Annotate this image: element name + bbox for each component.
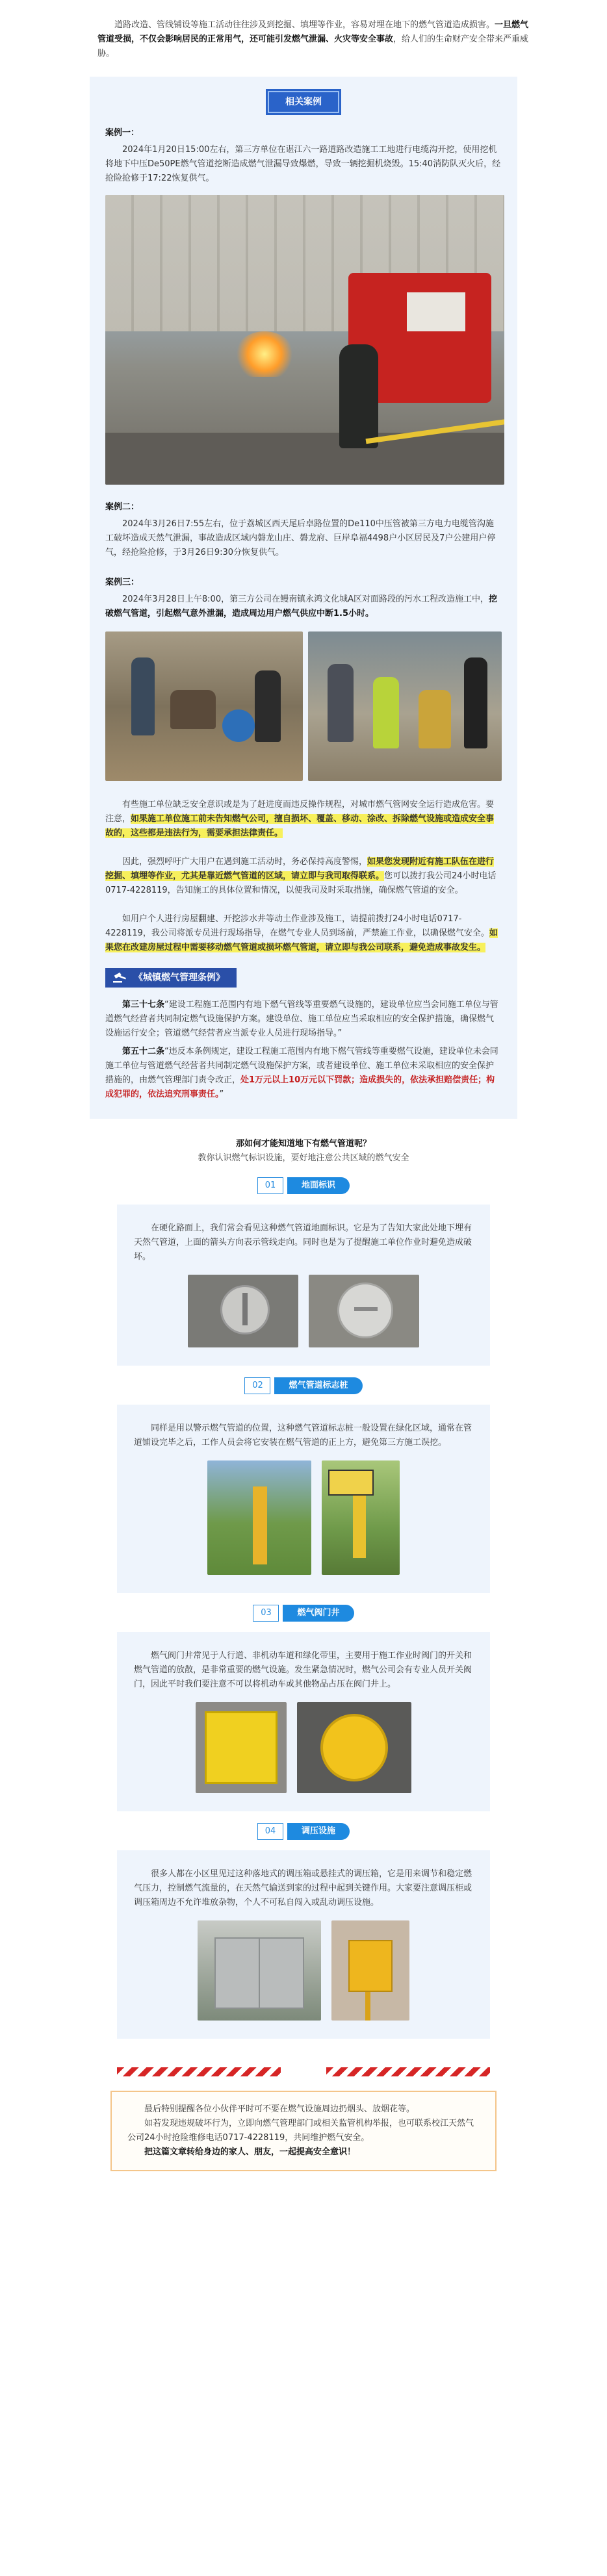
cases-panel bbox=[90, 77, 517, 1119]
final-paragraph-1: 最后特别提醒各位小伙伴平时可不要在燃气设施周边扔烟头、放烟花等。 bbox=[144, 2104, 415, 2114]
intro-text: 道路改造、管线铺设等施工活动往往涉及到挖掘、填埋等作业，容易对埋在地下的燃气管道造成损害。 bbox=[114, 20, 495, 30]
intro-highlight: 一旦燃气管道受损，不仅会影响居民的正常用气，还可能引发燃气泄漏、火灾等安全事故 bbox=[97, 20, 529, 44]
case3-photo-right bbox=[308, 631, 502, 781]
valve-well-photo-1 bbox=[196, 1702, 287, 1793]
ground-marker-photo-1 bbox=[188, 1275, 298, 1347]
step-1-images bbox=[134, 1275, 473, 1347]
step-2-images bbox=[134, 1460, 473, 1575]
intro-paragraph bbox=[0, 0, 607, 61]
step-1-number: 01 bbox=[257, 1177, 283, 1194]
marker-post-photo-1 bbox=[207, 1460, 311, 1575]
firefighter-image bbox=[339, 344, 378, 448]
regulator-box-photo bbox=[331, 1920, 409, 2021]
warning-highlight-2: 如果您发现附近有施工队伍在进行挖掘、填埋等作业，尤其是靠近燃气管道的区域，请立即与我司取得联系。 bbox=[105, 857, 495, 881]
case1-photo bbox=[105, 195, 504, 485]
step-1-card bbox=[117, 1205, 490, 1366]
step-2-card bbox=[117, 1405, 490, 1593]
fire-image bbox=[235, 331, 294, 377]
case3-highlight: 挖破燃气管道，引起燃气意外泄漏，造成周边用户燃气供应中断1.5小时。 bbox=[105, 594, 497, 618]
final-reminder-box bbox=[110, 2091, 497, 2171]
ground-marker-photo-2 bbox=[309, 1275, 419, 1347]
howto-subtitle: 教你认识燃气标识设施，要好地注意公共区域的燃气安全 bbox=[198, 1153, 409, 1163]
final-paragraph-3: 把这篇文章转给身边的家人、朋友，一起提高安全意识！ bbox=[144, 2147, 356, 2157]
step-3-number: 03 bbox=[253, 1605, 279, 1622]
step-4-card bbox=[117, 1850, 490, 2039]
case2-title: 案例二： bbox=[105, 502, 140, 512]
case3-photo-left bbox=[105, 631, 303, 781]
case1-body: 2024年1月20日15:00左右，第三方单位在谌江六一路道路改造施工工地进行电缆沟开挖，使用挖机将地下中压De50PE燃气管道挖断造成燃气泄漏导致爆燃，导致一辆挖掘机烧毁。15:40消防队灭火后，经抢险抢修于17:22恢复供气。 bbox=[105, 145, 501, 183]
step-2-text: 同样是用以警示燃气管道的位置，这种燃气管道标志桩一般设置在绿化区域，通常在管道铺设完毕之后，工作人员会将它安装在燃气管道的正上方，避免第三方施工误挖。 bbox=[134, 1423, 472, 1447]
step-1-label: 地面标识 bbox=[287, 1177, 350, 1194]
warning-paragraph-2: 因此，强烈呼吁广大用户在遇到施工活动时，务必保持高度警惕，如果您发现附近有施工队伍在进行挖掘、填埋等作业，尤其是靠近燃气管道的区域，请立即与我司取得联系。您可以拨打我公司24小时电话0717-4228119，告知施工的具体位置和情况，以便我司及时采取措施，确保燃气管道的安全。 bbox=[105, 857, 497, 895]
howto-section bbox=[0, 1137, 607, 1166]
step-3-images bbox=[134, 1702, 473, 1793]
law-penalty-highlight: 处1万元以上10万元以下罚款；造成损失的，依法承担赔偿责任；构成犯罪的，依法追究刑事责任。 bbox=[105, 1075, 495, 1099]
case3-body: 2024年3月28日上午8:00，第三方公司在鳗南镇永鸿文化城A区对面路段的污水工程改造施工中，挖破燃气管道，引起燃气意外泄漏，造成周边用户燃气供应中断1.5小时。 bbox=[105, 594, 497, 618]
step-4-header bbox=[0, 1823, 607, 1840]
warning-highlight-1: 如果施工单位施工前未告知燃气公司，擅自损坏、覆盖、移动、涂改、拆除燃气设施或造成安全事故的，这些都是违法行为，需要承担法律责任。 bbox=[105, 814, 495, 838]
step-3-text: 燃气阀门井常见于人行道、非机动车道和绿化带里，主要用于施工作业时阀门的开关和燃气管道的放散，是非常重要的燃气设施。发生紧急情况时，燃气公司会有专业人员开关阀门，因此平时我们要注意不可以将机动车或其他物品占压在阀门井上。 bbox=[134, 1651, 472, 1689]
warning-paragraph-1: 有些施工单位缺乏安全意识或是为了赶进度而违反操作规程，对城市燃气管网安全运行造成危害。要注意，如果施工单位施工前未告知燃气公司，擅自损坏、覆盖、移动、涂改、拆除燃气设施或造成安全事故的，这些都是违法行为，需要承担法律责任。 bbox=[105, 800, 495, 838]
law-article-37: 第三十七条“建设工程施工范围内有地下燃气管线等重要燃气设施的，建设单位应当会同施工单位与管道燃气经营者共同制定燃气设施保护方案。建设单位、施工单位应当采取相应的安全保护措施，确保燃气设施运行安全；管道燃气经营者应当派专业人员进行现场指导。” bbox=[105, 1000, 498, 1038]
regulator-cabinet-photo bbox=[198, 1920, 321, 2021]
case2-body: 2024年3月26日7:55左右，位于荔城区西天尾后卓路位置的De110中压管被第三方电力电缆管沟施工破坏造成天然气泄漏，事故造成区域内磐龙山庄、磐龙府、巨岸阜福4498户小区居民及7户公建用户停气，经抢险抢修，于3月26日9:30分恢复供气。 bbox=[105, 519, 496, 557]
law-title-tag: 《城镇燃气管理条例》 bbox=[105, 968, 237, 988]
case1-title: 案例一： bbox=[105, 128, 140, 138]
step-1-text: 在硬化路面上，我们常会看见这种燃气管道地面标识。它是为了告知大家此处地下埋有天然气管道，上面的箭头方向表示管线走向。同时也是为了提醒施工单位作业时避免造成破坏。 bbox=[134, 1223, 472, 1262]
intro-text-end: ，给人们的生命财产安全带来严重威胁。 bbox=[97, 34, 529, 58]
related-cases-tag: 相关案例 bbox=[268, 91, 339, 113]
gavel-icon bbox=[113, 973, 127, 983]
step-1-header bbox=[0, 1177, 607, 1194]
step-3-header bbox=[0, 1605, 607, 1622]
valve-well-photo-2 bbox=[297, 1702, 411, 1793]
warning-highlight-3: 如果您在改建房屋过程中需要移动燃气管道或损坏燃气管道，请立即与我公司联系，避免造成事故发生。 bbox=[105, 928, 498, 952]
step-2-header bbox=[0, 1377, 607, 1394]
step-2-label: 燃气管道标志桩 bbox=[274, 1377, 362, 1394]
final-paragraph-2: 如若发现违规破坏行为，立即向燃气管理部门或相关监管机构举报，也可联系校江天然气公司24小时抢险维修电话0717-4228119，共同维护燃气安全。 bbox=[127, 2119, 474, 2143]
case3-photos bbox=[105, 631, 502, 781]
law-article-52: 第五十二条“违反本条例规定，建设工程施工范围内有地下燃气管线等重要燃气设施，建设单位未会同施工单位与管道燃气经营者共同制定燃气设施保护方案，或者建设单位、施工单位未采取相应的安全保护措施的，由燃气管理部门责令改正，处1万元以上10万元以下罚款；造成损失的，依法承担赔偿责任；构成犯罪的，依法追究刑事责任。” bbox=[105, 1047, 498, 1099]
marker-post-photo-2 bbox=[322, 1460, 400, 1575]
step-2-number: 02 bbox=[244, 1377, 270, 1394]
step-4-images bbox=[134, 1920, 473, 2021]
howto-question: 那如何才能知道地下有燃气管道呢？ bbox=[235, 1139, 371, 1149]
step-4-label: 调压设施 bbox=[287, 1823, 350, 1840]
warning-paragraph-3: 如用户个人进行房屋翻建、开挖涉水井等动土作业涉及施工，请提前拨打24小时电话0717-4228119，我公司将派专员进行现场指导，在燃气专业人员到场前，严禁施工作业，以确保燃气安全。如果您在改建房屋过程中需要移动燃气管道或损坏燃气管道，请立即与我公司联系，避免造成事故发生。 bbox=[105, 914, 498, 952]
case3-title: 案例三： bbox=[105, 578, 140, 587]
step-4-text: 很多人都在小区里见过这种落地式的调压箱或悬挂式的调压箱，它是用来调节和稳定燃气压力，控制燃气流量的，在天然气输送到家的过程中起到关键作用。大家要注意调压柜或调压箱周边不允许堆放杂物，个人不可私自闯入或乱动调压设施。 bbox=[134, 1869, 472, 1907]
step-4-number: 04 bbox=[257, 1823, 283, 1840]
hazard-stripe-divider bbox=[117, 2065, 490, 2079]
step-3-card bbox=[117, 1632, 490, 1811]
step-3-label: 燃气阀门井 bbox=[283, 1605, 354, 1622]
